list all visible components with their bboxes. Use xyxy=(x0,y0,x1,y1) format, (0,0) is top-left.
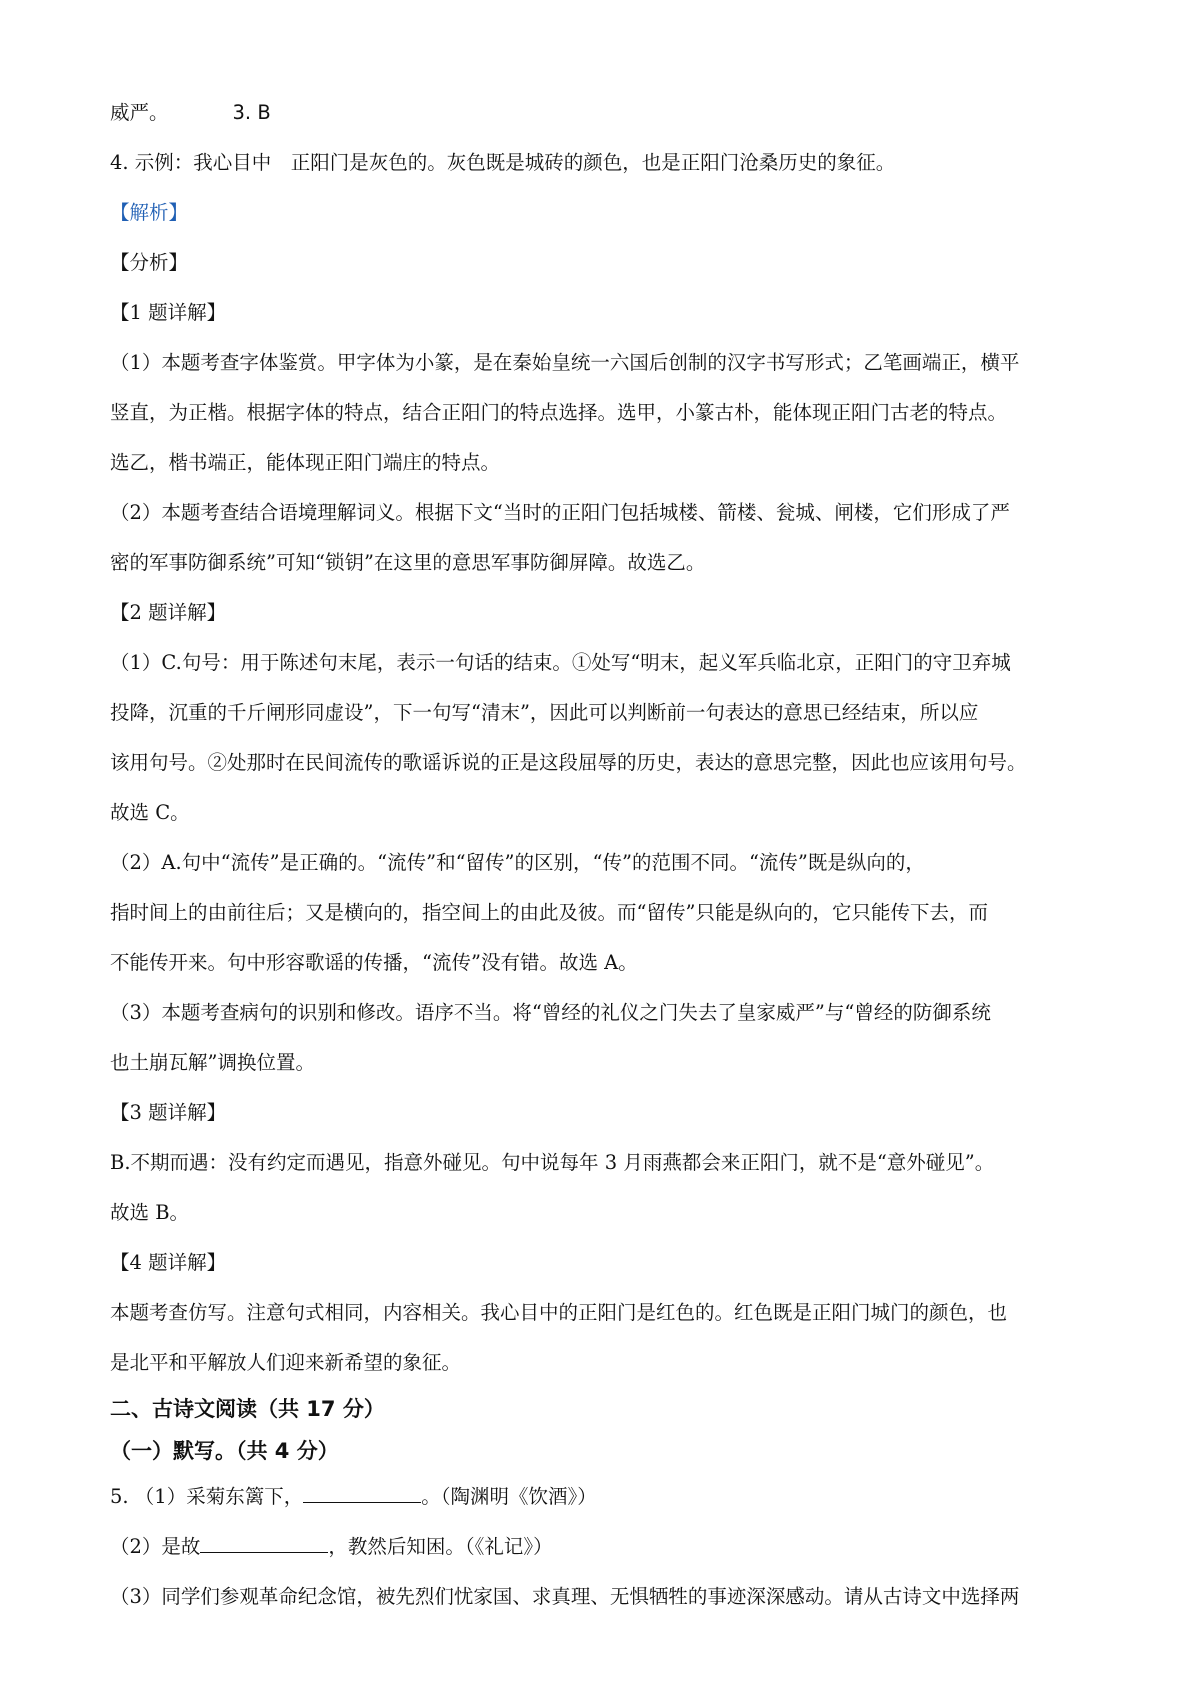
text-fragment: 威严。 xyxy=(110,101,169,124)
paragraph-line: 指时间上的由前往后；又是横向的，指空间上的由此及彼。而“留传”只能是纵向的，它只能传下去，而 xyxy=(110,901,988,924)
question-text: （2）是故 xyxy=(110,1535,201,1558)
question-text: 5. （1）采菊东篱下， xyxy=(110,1485,304,1508)
question-5-1 xyxy=(110,1472,1100,1522)
subsection-heading: （一）默写。（共 4 分） xyxy=(110,1439,339,1463)
answer-4: 4. 示例：我心目中 正阳门是灰色的。灰色既是城砖的颜色，也是正阳门沧桑历史的象征。 xyxy=(110,151,896,174)
answer-blank[interactable] xyxy=(303,1484,421,1503)
paragraph-line: 密的军事防御系统”可知“锁钥”在这里的意思军事防御屏障。故选乙。 xyxy=(110,551,706,574)
analysis-heading: 【分析】 xyxy=(110,251,189,274)
question-5-2 xyxy=(110,1522,1100,1572)
q4-detail-heading: 【4 题详解】 xyxy=(110,1251,227,1274)
paragraph-line: 本题考查仿写。注意句式相同，内容相关。我心目中的正阳门是红色的。红色既是正阳门城门的颜色，也 xyxy=(110,1301,1008,1324)
q3-detail-heading: 【3 题详解】 xyxy=(110,1101,227,1124)
answer-3: 3. B xyxy=(232,101,271,124)
question-source: ，教然后知困。（《礼记》） xyxy=(328,1535,553,1558)
paragraph-line: （1）C.句号：用于陈述句末尾，表示一句话的结束。①处写“明末，起义军兵临北京，正阳门的守卫弃城 xyxy=(110,651,1011,674)
paragraph-line: 投降，沉重的千斤闸形同虚设”，下一句写“清末”，因此可以判断前一句表达的意思已经结束，所以应 xyxy=(110,701,979,724)
paragraph-line: B.不期而遇：没有约定而遇见，指意外碰见。句中说每年 3 月雨燕都会来正阳门，就不是“意外碰见”。 xyxy=(110,1151,995,1174)
question-source: 。（陶渊明《饮酒》） xyxy=(421,1485,597,1508)
paragraph-line: 该用句号。②处那时在民间流传的歌谣诉说的正是这段屈辱的历史，表达的意思完整，因此也应该用句号。 xyxy=(110,751,1027,774)
document-page xyxy=(110,88,1100,1622)
paragraph-line: 故选 C。 xyxy=(110,801,190,824)
paragraph-line: 不能传开来。句中形容歌谣的传播，“流传”没有错。故选 A。 xyxy=(110,951,638,974)
section-heading: 二、古诗文阅读（共 17 分） xyxy=(110,1397,385,1421)
q2-detail-heading: 【2 题详解】 xyxy=(110,601,227,624)
paragraph-line: 也土崩瓦解”调换位置。 xyxy=(110,1051,315,1074)
analysis-link[interactable]: 【解析】 xyxy=(110,201,189,224)
question-5-3: （3）同学们参观革命纪念馆，被先烈们忧家国、求真理、无惧牺牲的事迹深深感动。请从古诗文中选择两 xyxy=(110,1585,1020,1608)
answer-blank[interactable] xyxy=(200,1534,328,1553)
q1-detail-heading: 【1 题详解】 xyxy=(110,301,227,324)
paragraph-line: （2）A.句中“流传”是正确的。“流传”和“留传”的区别，“传”的范围不同。“流传”既是纵向的， xyxy=(110,851,925,874)
paragraph-line: 竖直，为正楷。根据字体的特点，结合正阳门的特点选择。选甲，小篆古朴，能体现正阳门古老的特点。 xyxy=(110,401,1008,424)
paragraph-line: （1）本题考查字体鉴赏。甲字体为小篆，是在秦始皇统一六国后创制的汉字书写形式；乙笔画端正，横平 xyxy=(110,351,1020,374)
paragraph-line: 故选 B。 xyxy=(110,1201,190,1224)
answer-line-3 xyxy=(110,88,1100,138)
paragraph-line: （2）本题考查结合语境理解词义。根据下文“当时的正阳门包括城楼、箭楼、瓮城、闸楼，它们形成了严 xyxy=(110,501,1010,524)
paragraph-line: 是北平和平解放人们迎来新希望的象征。 xyxy=(110,1351,462,1374)
paragraph-line: （3）本题考查病句的识别和修改。语序不当。将“曾经的礼仪之门失去了皇家威严”与“曾经的防御系统 xyxy=(110,1001,991,1024)
paragraph-line: 选乙，楷书端正，能体现正阳门端庄的特点。 xyxy=(110,451,501,474)
